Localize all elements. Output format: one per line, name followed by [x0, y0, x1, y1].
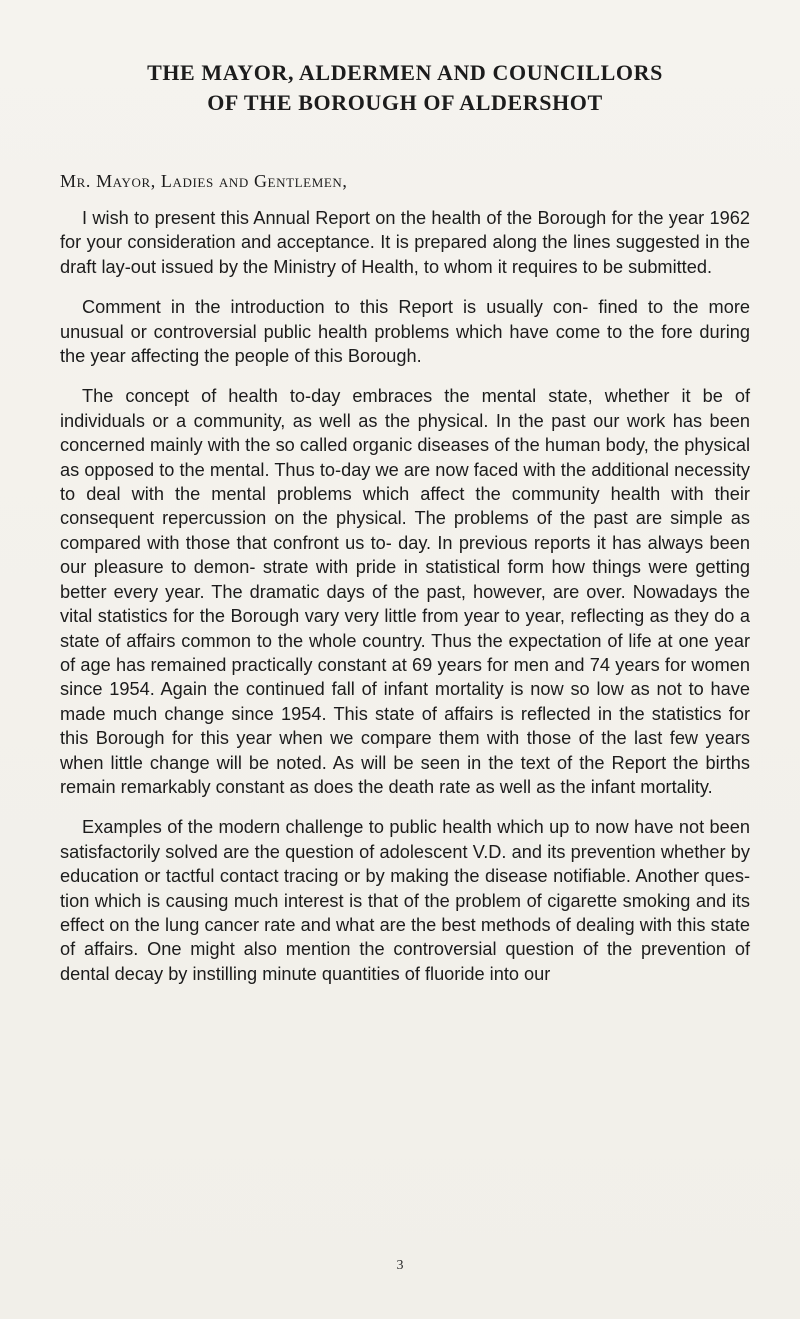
page-number: 3	[396, 1258, 404, 1273]
title-line-1: THE MAYOR, ALDERMEN AND COUNCILLORS	[147, 60, 663, 85]
paragraph-3-text: The concept of health to-day embraces the mental state, whether it be of individuals or a community, as well as the physical. In the past our work has been concerned mainly with the so called organic diseases of the human body, the physical as opposed to the mental. Thus to-day we are now faced with the additional necessity to deal with the mental problems which affect the community health with their consequent repercussion on the physical. The problems of the past are simple as compared with those that confront us to- day. In previous reports it has always been our pleasure to demon- strate with pride in statistical form how things were getting better every year. The dramatic days of the past, however, are over. Nowadays the vital statistics for the Borough vary very little from year to year, reflecting as they do a state of affairs common to the whole country. Thus the expectation of life at one year of age has remained practically constant at 69 years for men and 74 years for women since 1954. Again the continued fall of infant mortality is now so low as not to have made much change since 1954. This state of affairs is reflected in the statistics for this Borough for this year when we compare them with those of the last few years when little change will be noted. As will be seen in the text of the Report the births remain remarkably constant as does the death rate as well as the infant mortality.	[60, 386, 750, 797]
paragraph-4	[60, 815, 750, 986]
title-line-2: OF THE BOROUGH OF ALDERSHOT	[207, 90, 603, 115]
salutation: Mr. Mayor, Ladies and Gentlemen,	[60, 171, 348, 191]
page-title	[60, 58, 750, 118]
paragraph-2-text: Comment in the introduction to this Report is usually con- fined to the more unusual or controversial public health problems which have come to the fore during the year affecting the people of this Borough.	[60, 297, 750, 367]
paragraph-3	[60, 384, 750, 799]
paragraph-1-text: I wish to present this Annual Report on the health of the Borough for the year 1962 for your consideration and acceptance. It is prepared along the lines suggested in the draft lay-out issued by the Ministry of Health, to whom it requires to be submitted.	[60, 208, 750, 277]
paragraph-1	[60, 206, 750, 279]
paragraph-4-text: Examples of the modern challenge to public health which up to now have not been satisfactorily solved are the question of adolescent V.D. and its prevention whether by education or tactful contact tracing or by making the disease notifiable. Another ques- tion which is causing much interest is that of the problem of cigarette smoking and its effect on the lung cancer rate and what are the best methods of dealing with this state of affairs. One might also mention the controversial question of the prevention of dental decay by instilling minute quantities of fluoride into our	[60, 817, 750, 984]
paragraph-2	[60, 295, 750, 368]
